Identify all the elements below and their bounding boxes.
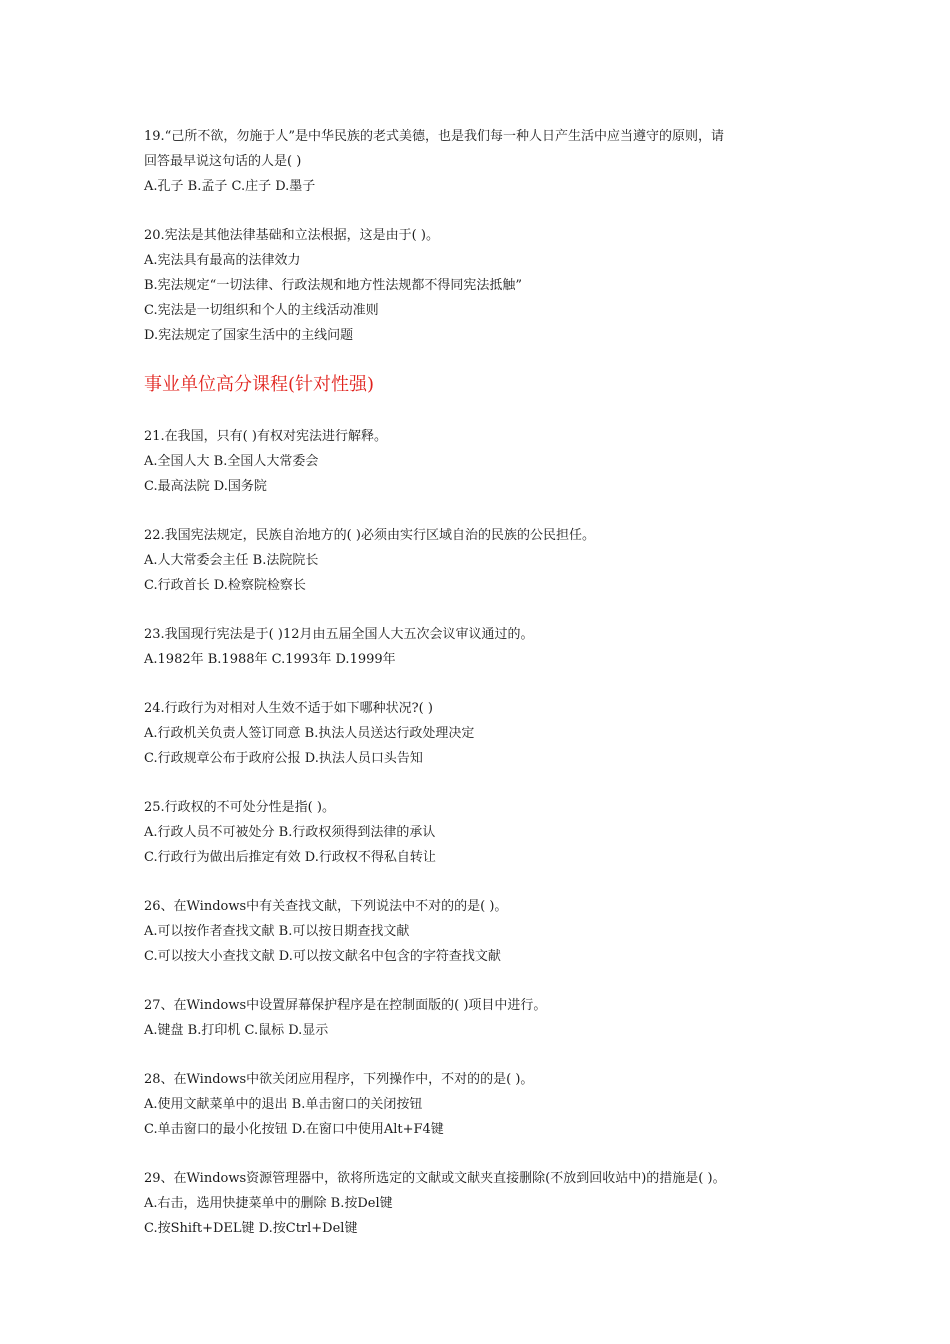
question-stem-continued: 回答最早说这句话的人是( ) [144,154,302,169]
question-20 [144,223,814,348]
question-options: A.可以按作者查找文献 B.可以按日期查找文献 [144,924,410,939]
question-options: A.1982年 B.1988年 C.1993年 D.1999年 [144,652,396,667]
question-options: A.孔子 B.孟子 C.庄子 D.墨子 [144,179,316,194]
question-options: A.全国人大 B.全国人大常委会 [144,454,319,469]
question-stem: 24.行政行为对相对人生效不适于如下哪种状况?( ) [144,701,433,716]
promo-heading: 事业单位高分课程(针对性强) [144,374,375,395]
question-stem: 22.我国宪法规定，民族自治地方的( )必须由实行区域自治的民族的公民担任。 [144,528,595,543]
question-options: A.人大常委会主任 B.法院院长 [144,553,319,568]
question-29 [144,1166,814,1241]
question-19 [144,124,814,199]
question-26 [144,894,814,969]
question-stem: 21.在我国，只有( )有权对宪法进行解释。 [144,429,387,444]
question-25 [144,795,814,870]
question-24 [144,696,814,771]
question-options: A.使用文献菜单中的退出 B.单击窗口的关闭按钮 [144,1097,423,1112]
option-d: D.宪法规定了国家生活中的主线问题 [144,328,354,343]
document-content [144,124,814,1265]
question-options: C.单击窗口的最小化按钮 D.在窗口中使用Alt+F4键 [144,1122,444,1137]
question-options: C.行政规章公布于政府公报 D.执法人员口头告知 [144,751,423,766]
question-stem: 25.行政权的不可处分性是指( )。 [144,800,335,815]
question-options: C.行政行为做出后推定有效 D.行政权不得私自转让 [144,850,436,865]
question-options: C.可以按大小查找文献 D.可以按文献名中包含的字符查找文献 [144,949,501,964]
option-c: C.宪法是一切组织和个人的主线活动准则 [144,303,379,318]
question-options: A.行政机关负责人签订同意 B.执法人员送达行政处理决定 [144,726,475,741]
question-options: A.右击，选用快捷菜单中的删除 B.按Del键 [144,1196,393,1211]
question-options: A.键盘 B.打印机 C.鼠标 D.显示 [144,1023,329,1038]
question-28 [144,1067,814,1142]
question-options: C.按Shift+DEL键 D.按Ctrl+Del键 [144,1221,358,1236]
question-stem: 28、在Windows中欲关闭应用程序，下列操作中，不对的的是( )。 [144,1072,534,1087]
question-stem: 19.“己所不欲，勿施于人”是中华民族的老式美德，也是我们每一种人日产生活中应当遵守的原则，请 [144,129,724,144]
question-options: C.最高法院 D.国务院 [144,479,267,494]
question-options: A.行政人员不可被处分 B.行政权须得到法律的承认 [144,825,436,840]
question-27 [144,993,814,1043]
question-23 [144,622,814,672]
option-a: A.宪法具有最高的法律效力 [144,253,301,268]
question-stem: 27、在Windows中设置屏幕保护程序是在控制面版的( )项目中进行。 [144,998,547,1013]
question-stem: 29、在Windows资源管理器中，欲将所选定的文献或文献夹直接删除(不放到回收站中)的措施是( )。 [144,1171,726,1186]
question-21 [144,424,814,499]
question-22 [144,523,814,598]
question-stem: 20.宪法是其他法律基础和立法根据，这是由于( )。 [144,228,439,243]
question-stem: 26、在Windows中有关查找文献，下列说法中不对的的是( )。 [144,899,508,914]
option-b: B.宪法规定“一切法律、行政法规和地方性法规都不得同宪法抵触” [144,278,522,293]
question-stem: 23.我国现行宪法是于( )12月由五届全国人大五次会议审议通过的。 [144,627,534,642]
question-options: C.行政首长 D.检察院检察长 [144,578,306,593]
